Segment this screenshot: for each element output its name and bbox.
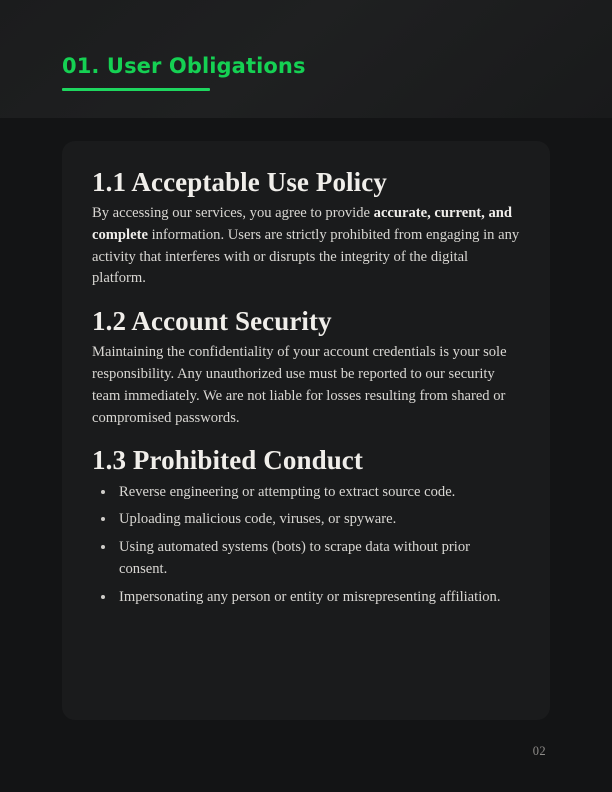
list-item-label: Uploading malicious code, viruses, or spyware.	[119, 511, 397, 528]
bullet-dot-icon	[101, 545, 105, 549]
subsection-heading: 1.1 Acceptable Use Policy	[92, 167, 387, 197]
subsection-paragraph	[92, 342, 520, 429]
title-underline-rule	[62, 88, 210, 91]
list-item	[92, 587, 520, 609]
section-title-group	[62, 56, 306, 91]
subsection-heading: 1.3 Prohibited Conduct	[92, 445, 363, 476]
paragraph-text: information. Users are strictly prohibited from engaging in any activity that interferes with or disrupts the integrity of the digital platform.	[92, 226, 520, 287]
bullet-dot-icon	[101, 490, 105, 494]
subsection-list	[92, 167, 520, 608]
paragraph-text: By accessing our services, you agree to provide	[92, 205, 374, 222]
paragraph-text: Maintaining the confidentiality of your account credentials is your sole responsibility. Any unauthorized use must be reported to our security team immediately. We are not liable for losses resulting from shared or compromised passwords.	[92, 344, 507, 426]
list-item	[92, 482, 520, 504]
subsection-heading: 1.2 Account Security	[92, 306, 332, 337]
list-item	[92, 537, 520, 580]
subsection-paragraph	[92, 203, 520, 290]
page-header-band	[0, 0, 612, 118]
bullet-dot-icon	[101, 595, 105, 599]
content-card	[62, 141, 550, 720]
list-item	[92, 509, 520, 531]
list-item-label: Using automated systems (bots) to scrape data without prior consent.	[119, 539, 470, 577]
prohibited-conduct-list	[92, 482, 520, 609]
list-item-label: Reverse engineering or attempting to extract source code.	[119, 483, 456, 500]
emphasis-text: accurate, current, and complete	[92, 205, 512, 243]
bullet-dot-icon	[101, 517, 105, 521]
page-number: 02	[532, 744, 546, 758]
page-title: 01. User Obligations	[62, 54, 306, 78]
list-item-label: Impersonating any person or entity or misrepresenting affiliation.	[119, 588, 501, 605]
